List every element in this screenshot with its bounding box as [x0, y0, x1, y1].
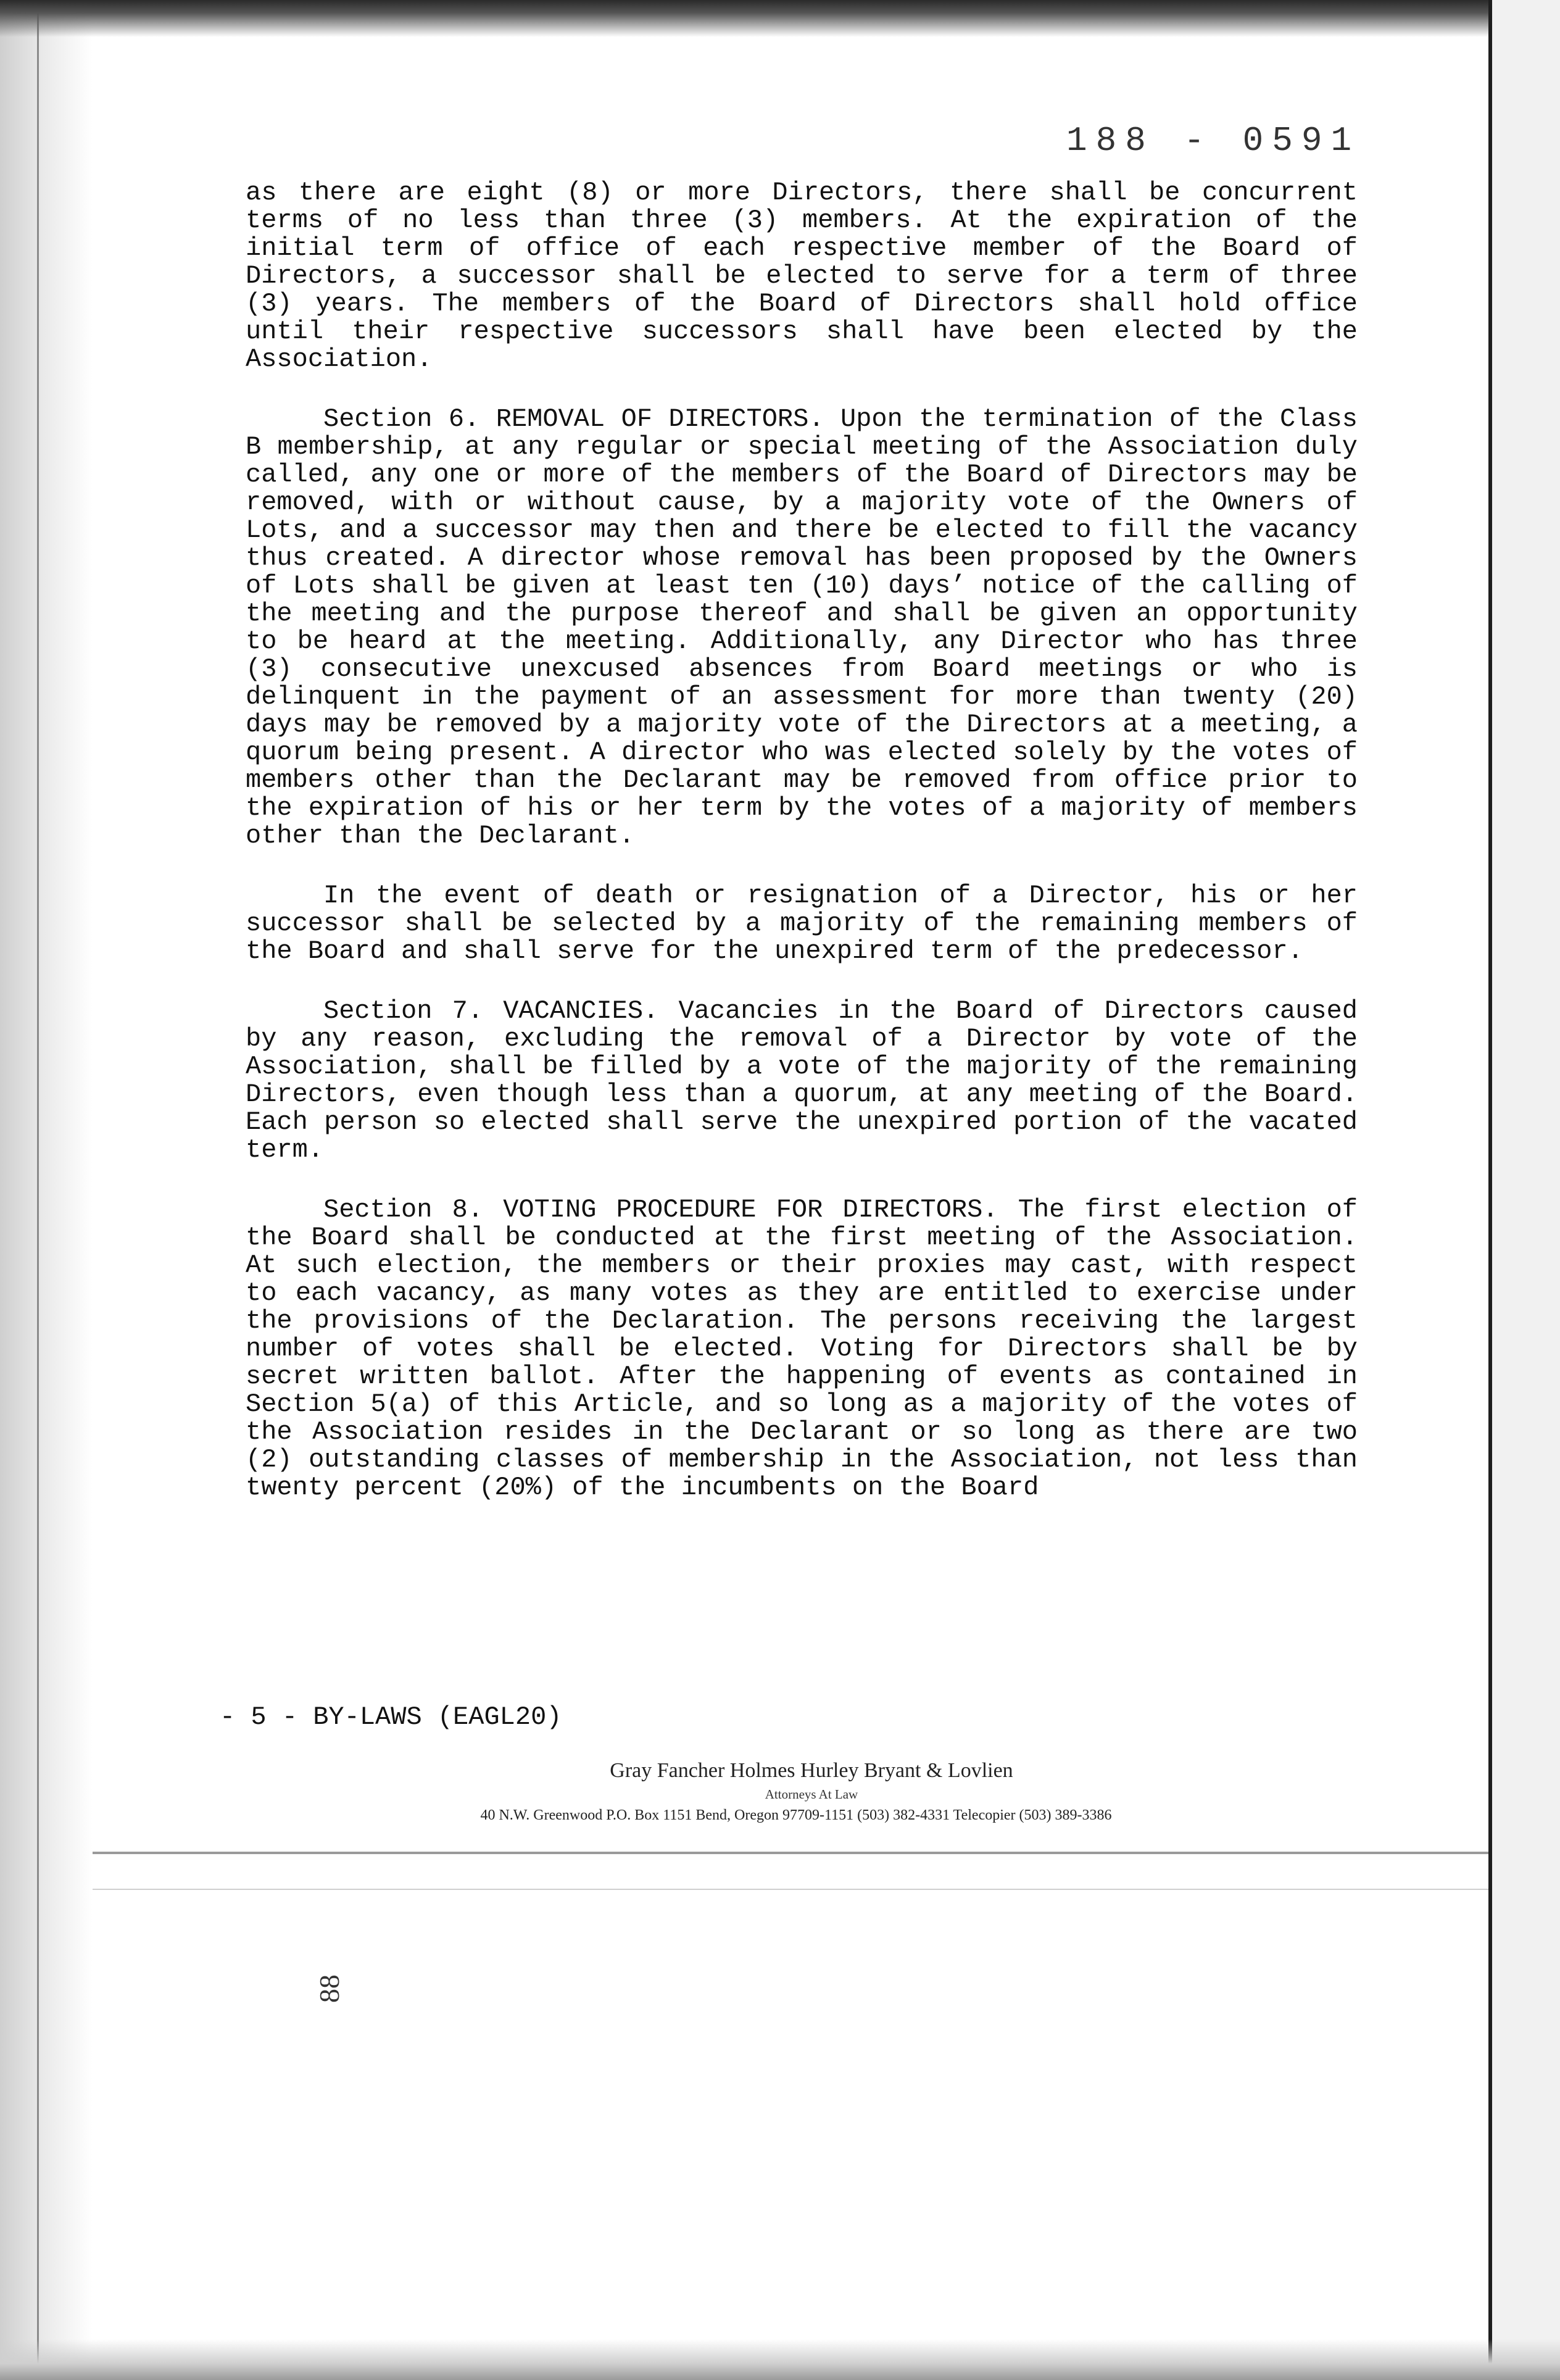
recording-stamp-number: 188 - 0591 — [1066, 121, 1361, 160]
scan-bottom-shadow — [0, 2339, 1560, 2380]
scan-top-shadow — [0, 0, 1560, 37]
paragraph-terms: as there are eight (8) or more Directors, there shall be concurrent terms of no less than three (3) members. At the expiration of the initial term of office of each respective member of the Board of Directors, a successor shall be elected to serve for a term of three (3) years. The members of the Board of Directors shall hold office until their respective successors shall have been elected by the Association. — [246, 178, 1358, 374]
paragraph-section-8: Section 8. VOTING PROCEDURE FOR DIRECTORS. The first election of the Board shall be conducted at the first meeting of the Association. At such election, the members or their proxies may cast, with respect to each vacancy, as many votes as they are entitled to exercise under the provisions of the Declaration. The persons receiving the largest number of votes shall be elected. Voting for Directors shall be by secret written ballot. After the happening of events as contained in Section 5(a) of this Article, and so long as a majority of the votes of the Association resides in the Declarant or so long as there are two (2) outstanding classes of membership in the Association, not less than twenty percent (20%) of the incumbents on the Board — [246, 1195, 1358, 1502]
paragraph-section-7: Section 7. VACANCIES. Vacancies in the Board of Directors caused by any reason, excluding the removal of a Director by vote of the Association, shall be filled by a vote of the majority of the remaining Directors, even though less than a quorum, at any meeting of the Board. Each person so elected shall serve the unexpired portion of the vacated term. — [246, 996, 1358, 1165]
page-footer-label: - 5 - BY-LAWS (EAGL20) — [220, 1702, 562, 1732]
scan-left-shadow — [0, 0, 93, 2380]
law-firm-address: 40 N.W. Greenwood P.O. Box 1151 Bend, Oregon 97709-1151 (503) 382-4331 Telecopier (503) 389-3386 — [480, 1807, 1112, 1823]
document-body — [246, 179, 1358, 1502]
margin-handwritten-mark: 88 — [313, 1974, 345, 2003]
law-firm-name: Gray Fancher Holmes Hurley Bryant & Lovlien — [610, 1759, 1013, 1782]
paragraph-death-resignation: In the event of death or resignation of a Director, his or her successor shall be selected by a majority of the remaining members of the Board and shall serve for the unexpired term of the predecessor. — [246, 881, 1358, 966]
law-firm-subtitle: Attorneys At Law — [765, 1787, 858, 1802]
paragraph-section-6: Section 6. REMOVAL OF DIRECTORS. Upon the termination of the Class B membership, at any regular or special meeting of the Association duly called, any one or more of the members of the Board of Directors may be removed, with or without cause, by a majority vote of the Owners of Lots, and a successor may then and there be elected to fill the vacancy thus created. A director whose removal has been proposed by the Owners of Lots shall be given at least ten (10) days’ notice of the calling of the meeting and the purpose thereof and shall be given an opportunity to be heard at the meeting. Additionally, any Director who has three (3) consecutive unexcused absences from Board meetings or who is delinquent in the payment of an assessment for more than twenty (20) days may be removed by a majority vote of the Directors at a meeting, a quorum being present. A director who was elected solely by the votes of members other than the Declarant may be removed from office prior to the expiration of his or her term by the votes of a majority of members other than the Declarant. — [246, 404, 1358, 851]
scan-right-area — [1492, 0, 1560, 2380]
page-bottom-edge — [93, 1852, 1488, 1854]
page-bottom-edge-shadow — [93, 1889, 1488, 1890]
scan-left-line — [37, 0, 39, 2380]
